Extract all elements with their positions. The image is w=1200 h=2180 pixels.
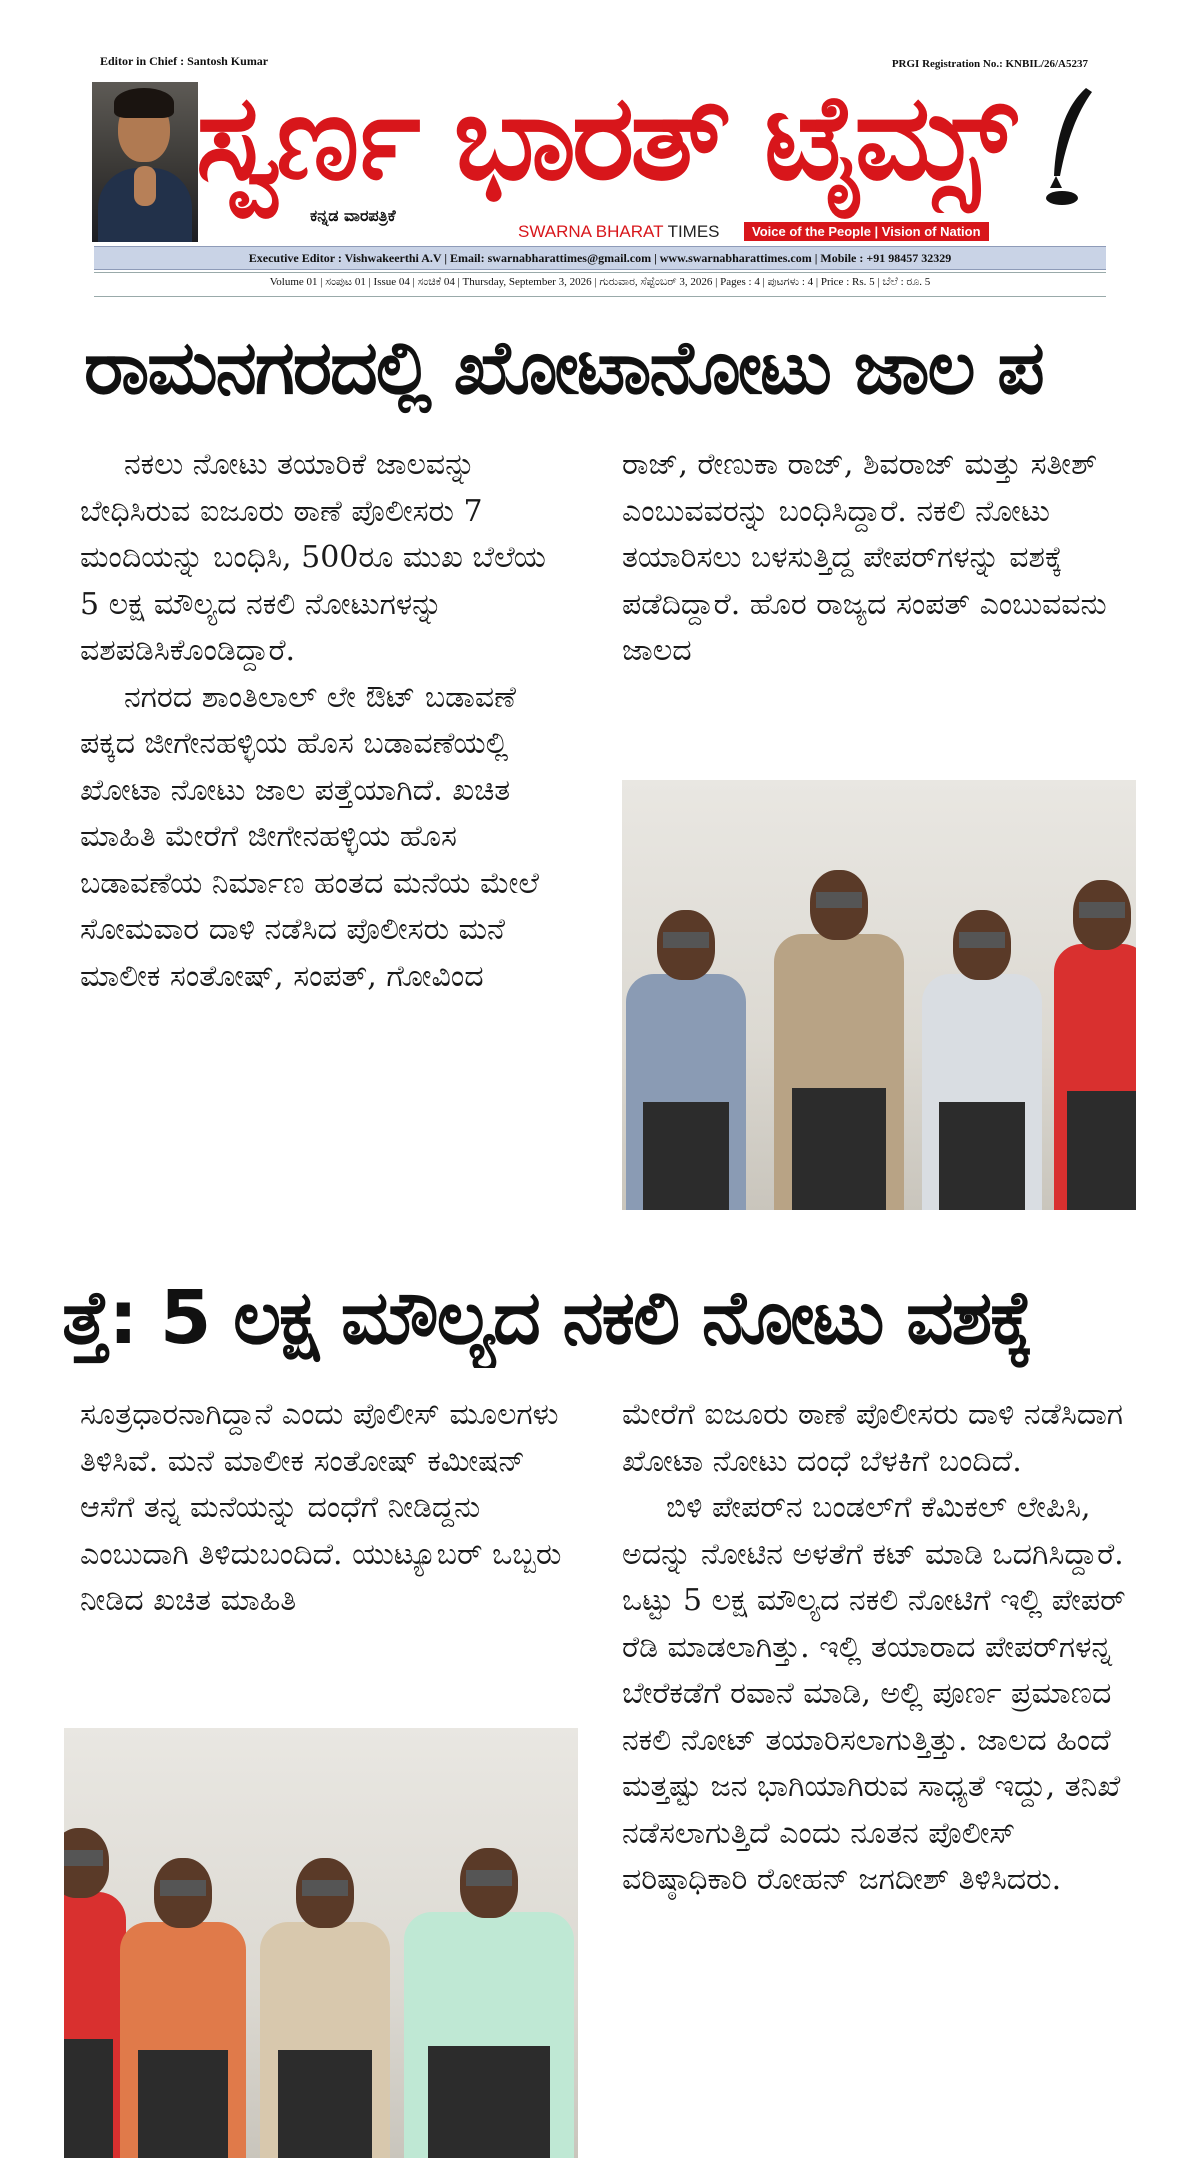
paragraph: ರಾಜ್, ರೇಣುಕಾ ರಾಜ್, ಶಿವರಾಜ್ ಮತ್ತು ಸತೀಶ್ ಎಂಬುವವರನ್ನು ಬಂಧಿಸಿದ್ದಾರೆ. ನಕಲಿ ನೋಟು ತಯಾರಿಸಲು ಬಳಸುತ್ತಿದ್ದ ಪೇಪರ್‌ಗಳನ್ನು ವಶಕ್ಕೆ ಪಡೆದಿದ್ದಾರೆ. ಹೊರ ರಾಜ್ಯದ ಸಂಪತ್ ಎಂಬುವವನು ಜಾಲದ — [622, 447, 1107, 668]
newspaper-title: ಸ್ವರ್ಣ ಭಾರತ್ ಟೈಮ್ಸ್ — [196, 68, 1013, 206]
person — [260, 1858, 390, 2158]
person — [922, 910, 1042, 1210]
divider — [94, 272, 1106, 273]
slogan-badge: Voice of the People | Vision of Nation — [744, 222, 989, 241]
paragraph: ಮೇರೆಗೆ ಐಜೂರು ಠಾಣೆ ಪೊಲೀಸರು ದಾಳಿ ನಡೆಸಿದಾಗ ಖೋಟಾ ನೋಟು ದಂಧೆ ಬೆಳಕಿಗೆ ಬಂದಿದೆ. — [622, 1397, 1124, 1479]
article-column-3 — [80, 1392, 580, 1625]
headline-part-2: ತ್ತೆ: 5 ಲಕ್ಷ ಮೌಲ್ಯದ ನಕಲಿ ನೋಟು ವಶಕ್ಕೆ — [62, 1275, 1032, 1361]
article-column-2 — [622, 442, 1142, 675]
editor-portrait — [92, 82, 198, 242]
article-column-1 — [80, 442, 560, 1000]
english-title — [518, 222, 720, 242]
tagline-kannada: ಕನ್ನಡ ವಾರಪತ್ರಿಕೆ — [310, 206, 396, 225]
article-column-4 — [622, 1392, 1142, 1904]
english-title-part2: TIMES — [667, 222, 720, 241]
arrested-persons-photo-1 — [622, 780, 1136, 1210]
arrested-persons-photo-2 — [64, 1728, 578, 2158]
person — [1054, 880, 1136, 1210]
person — [64, 1828, 126, 2158]
divider — [94, 296, 1106, 297]
paragraph: ಬಿಳಿ ಪೇಪರ್‌ನ ಬಂಡಲ್‌ಗೆ ಕೆಮಿಕಲ್ ಲೇಪಿಸಿ, ಅದನ್ನು ನೋಟಿನ ಅಳತೆಗೆ ಕಟ್ ಮಾಡಿ ಒದಗಿಸಿದ್ದಾರೆ. ಒಟ್ಟು 5 ಲಕ್ಷ ಮೌಲ್ಯದ ನಕಲಿ ನೋಟಿಗೆ ಇಲ್ಲಿ ಪೇಪರ್ ರೆಡಿ ಮಾಡಲಾಗಿತ್ತು. ಇಲ್ಲಿ ತಯಾರಾದ ಪೇಪರ್‌ಗಳನ್ನ ಬೇರೆಕಡೆಗೆ ರವಾನೆ ಮಾಡಿ, ಅಲ್ಲಿ ಪೂರ್ಣ ಪ್ರಮಾಣದ ನಕಲಿ ನೋಟ್ ತಯಾರಿಸಲಾಗುತ್ತಿತ್ತು. ಜಾಲದ ಹಿಂದೆ ಮತ್ತಷ್ಟು ಜನ ಭಾಗಿಯಾಗಿರುವ ಸಾಧ್ಯತೆ ಇದ್ದು, ತನಿಖೆ ನಡೆಸಲಾಗುತ್ತಿದೆ ಎಂದು ನೂತನ ಪೊಲೀಸ್ ವರಿಷ್ಠಾಧಿಕಾರಿ ರೋಹನ್ ಜಗದೀಶ್ ತಿಳಿಸಿದರು. — [622, 1490, 1126, 1897]
contact-bar: Executive Editor : Vishwakeerthi A.V | Email: swarnabharattimes@gmail.com | www.swarnabharattimes.com | Mobile : +91 98457 32329 — [94, 246, 1106, 270]
editor-in-chief: Editor in Chief : Santosh Kumar — [100, 54, 269, 68]
paragraph: ನಕಲು ನೋಟು ತಯಾರಿಕೆ ಜಾಲವನ್ನು ಬೇಧಿಸಿರುವ ಐಜೂರು ಠಾಣೆ ಪೊಲೀಸರು 7 ಮಂದಿಯನ್ನು ಬಂಧಿಸಿ, 500ರೂ ಮುಖ ಬೆಲೆಯ 5 ಲಕ್ಷ ಮೌಲ್ಯದ ನಕಲಿ ನೋಟುಗಳನ್ನು ವಶಪಡಿಸಿಕೊಂಡಿದ್ದಾರೆ. — [80, 447, 546, 668]
person — [404, 1848, 574, 2158]
prgi-registration: PRGI Registration No.: KNBIL/26/A5237 — [891, 58, 1088, 70]
headline-part-1: ರಾಮನಗರದಲ್ಲಿ ಖೋಟಾನೋಟು ಜಾಲ ಪ — [84, 325, 1043, 411]
paragraph: ನಗರದ ಶಾಂತಿಲಾಲ್ ಲೇ ಔಟ್ ಬಡಾವಣೆ ಪಕ್ಕದ ಜೀಗೇನಹಳ್ಳಿಯ ಹೊಸ ಬಡಾವಣೆಯಲ್ಲಿ ಖೋಟಾ ನೋಟು ಜಾಲ ಪತ್ತೆಯಾಗಿದೆ. ಖಚಿತ ಮಾಹಿತಿ ಮೇರೆಗೆ ಜೀಗೇನಹಳ್ಳಿಯ ಹೊಸ ಬಡಾವಣೆಯ ನಿರ್ಮಾಣ ಹಂತದ ಮನೆಯ ಮೇಲೆ ಸೋಮವಾರ ದಾಳಿ ನಡೆಸಿದ ಪೊಲೀಸರು ಮನೆ ಮಾಲೀಕ ಸಂತೋಷ್, ಸಂಪತ್, ಗೋವಿಂದ — [80, 679, 539, 994]
paragraph: ಸೂತ್ರಧಾರನಾಗಿದ್ದಾನೆ ಎಂದು ಪೊಲೀಸ್ ಮೂಲಗಳು ತಿಳಿಸಿವೆ. ಮನೆ ಮಾಲೀಕ ಸಂತೋಷ್ ಕಮೀಷನ್ ಆಸೆಗೆ ತನ್ನ ಮನೆಯನ್ನು ದಂಧೆಗೆ ನೀಡಿದ್ದನು ಎಂಬುದಾಗಿ ತಿಳಿದುಬಂದಿದೆ. ಯುಟ್ಯೂಬರ್ ಒಬ್ಬರು ನೀಡಿದ ಖಚಿತ ಮಾಹಿತಿ — [80, 1397, 562, 1618]
english-title-part1: SWARNA BHARAT — [518, 222, 664, 241]
issue-info: Volume 01 | ಸಂಪುಟ 01 | Issue 04 | ಸಂಚಿಕೆ 04 | Thursday, September 3, 2026 | ಗುರುವಾರ, ಸೆಪ್ಟೆಂಬರ್ 3, 2026 | Pages : 4 | ಪುಟಗಳು : 4 | Price : Rs. 5 | ಬೆಲೆ : ರೂ. 5 — [269, 276, 931, 288]
person — [120, 1858, 246, 2158]
person — [774, 870, 904, 1210]
person — [626, 910, 746, 1210]
quill-pen-icon — [1038, 84, 1098, 208]
